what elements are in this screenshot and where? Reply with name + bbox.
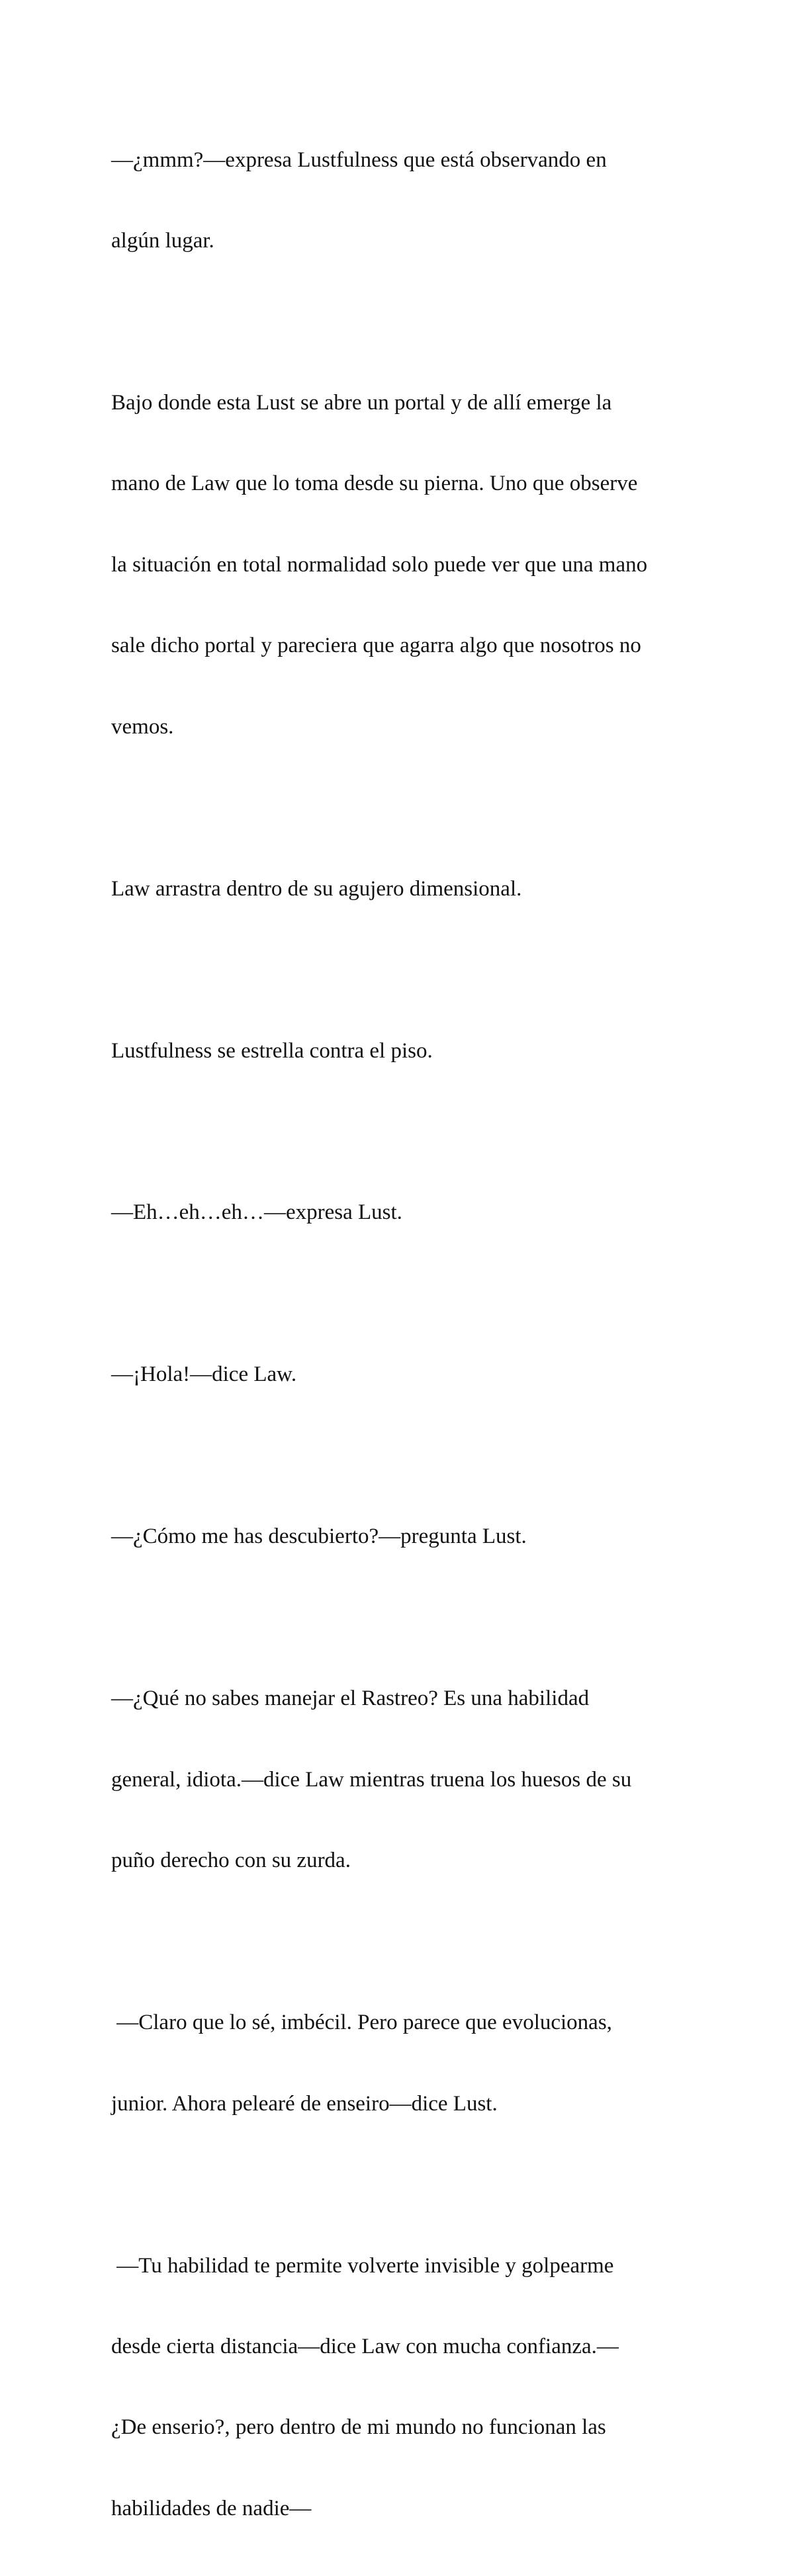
paragraph [111,2198,707,2576]
text-line: —¿Qué no sabes manejar el Rastreo? Es una habilidad [111,1686,590,1711]
text-line: —¿mmm?—expresa Lustfulness que está observando en [111,147,607,172]
text-line: sale dicho portal y pareciera que agarra algo que nosotros no [111,634,641,658]
paragraph [111,983,707,1118]
text-line: —¡Hola!—dice Law. [111,1362,297,1387]
text-line: vemos. [111,714,174,739]
text-line: —Claro que lo sé, imbécil. Pero parece que evolucionas, [111,2011,612,2035]
text-line: habilidades de nadie— [111,2496,312,2520]
text-line: general, idiota.—dice Law mientras truena los huesos de su [111,1767,632,1792]
text-line: mano de Law que lo toma desde su pierna. Uno que observe [111,472,638,496]
text-line: junior. Ahora pelearé de enseiro—dice Lust. [111,2091,498,2116]
paragraph [111,1145,707,1280]
text-line: algún lugar. [111,228,214,253]
text-line: la situación en total normalidad solo puede ver que una mano [111,552,648,577]
text-line: Lustfulness se estrella contra el piso. [111,1038,433,1063]
text-line: desde cierta distancia—dice Law con mucha confianza.— [111,2334,619,2358]
text-line: puño derecho con su zurda. [111,1849,351,1873]
text-line: —¿Cómo me has descubierto?—pregunta Lust. [111,1524,527,1549]
document-body [111,93,707,2576]
text-line: Law arrastra dentro de su agujero dimensional. [111,876,522,901]
paragraph [111,821,707,956]
text-line: Bajo donde esta Lust se abre un portal y de allí emerge la [111,390,612,415]
text-line: —Eh…eh…eh…—expresa Lust. [111,1200,402,1225]
paragraph [111,1956,707,2171]
paragraph [111,1470,707,1604]
text-line: —Tu habilidad te permite volverte invisible y golpearme [111,2253,614,2278]
paragraph [111,1308,707,1442]
paragraph [111,1632,707,1929]
paragraph [111,93,707,308]
paragraph [111,335,707,794]
text-line: ¿De enserio?, pero dentro de mi mundo no funcionan las [111,2415,606,2440]
